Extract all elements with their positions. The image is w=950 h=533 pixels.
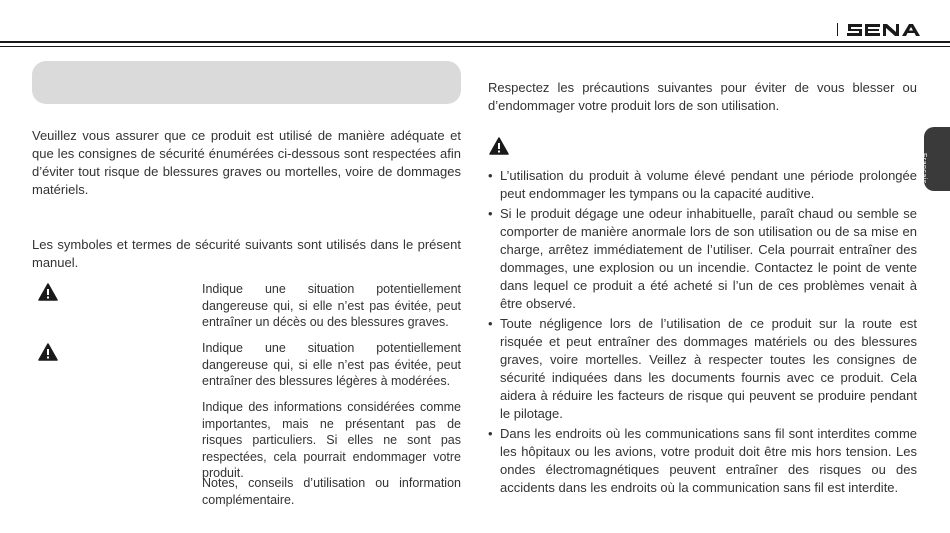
language-tab-label: Français [920,153,927,184]
definition-text: Indique une situation potentiellement dangereuse qui, si elle n’est pas évitée, peut entraîner des blessures légères à modérées. [202,341,461,388]
list-item-text: Toute négligence lors de l’utilisation de ce produit sur la route est risquée et peut entraîner des dommages matériels ou des blessures graves, voire mortelles. Veillez à respecter toutes les consignes de sécurité indiquées dans les documents fournis avec ce produit. Cela aidera à réduire les facteurs de risque qui peuvent se produire pendant le pilotage. [500,316,917,421]
precautions-list [488,167,917,499]
language-tab[interactable] [924,127,950,191]
section-title-bar [32,61,461,104]
header-rule-thin [0,46,950,47]
list-item-text: Dans les endroits où les communications sans fil sont interdites comme les hôpitaux ou les avions, votre produit doit être mis hors tension. Les ondes électromagnétiques peuvent entraîner des risques ou des accidents dans les endroits où la communication sans fil est interdite. [500,426,917,495]
warning-triangle-icon [38,343,58,361]
list-item-text: Si le produit dégage une odeur inhabituelle, paraît chaud ou semble se comporter de manière anormale lors de son utilisation ou de sa mise en charge, arrêtez immédiatement de l’utiliser. Cela pourrait entraîner des dommages, une explosion ou un incendie. Contactez le point de vente dans lequel ce produit a été acheté si l’un de ces problèmes venait à être observé. [500,206,917,311]
symbols-intro-paragraph: Les symboles et termes de sécurité suivants sont utilisés dans le présent manuel. [32,237,461,270]
precautions-intro-paragraph: Respectez les précautions suivantes pour éviter de vous blesser ou d’endommager votre produit lors de son utilisation. [488,80,917,113]
list-item [488,425,917,497]
bullet-icon: • [488,426,493,441]
definition-text: Notes, conseils d’utilisation ou information complémentaire. [202,476,461,507]
list-item [488,167,917,203]
intro-paragraph: Veuillez vous assurer que ce produit est utilisé de manière adéquate et que les consignes de sécurité énumérées ci-dessous sont respectées afin d’éviter tout risque de blessures graves ou mortelles, voire de dommages matériels. [32,128,461,197]
bullet-icon: • [488,168,493,183]
header-separator [837,23,838,36]
list-item [488,205,917,313]
bullet-icon: • [488,206,493,221]
header-rule [0,41,950,43]
warning-triangle-icon [38,283,58,301]
warning-triangle-icon [489,137,509,155]
definition-text: Indique des informations considérées comme importantes, mais ne présentant pas de risques particuliers. Si elles ne sont pas respectées, cela pourrait endommager votre produit. [202,400,461,480]
definition-text: Indique une situation potentiellement dangereuse qui, si elle n’est pas évitée, peut entraîner un décès ou des blessures graves. [202,282,461,329]
bullet-icon: • [488,316,493,331]
list-item-text: L’utilisation du produit à volume élevé pendant une période prolongée peut endommager les tympans ou la capacité auditive. [500,168,917,201]
list-item [488,315,917,423]
sena-logo [846,22,922,38]
